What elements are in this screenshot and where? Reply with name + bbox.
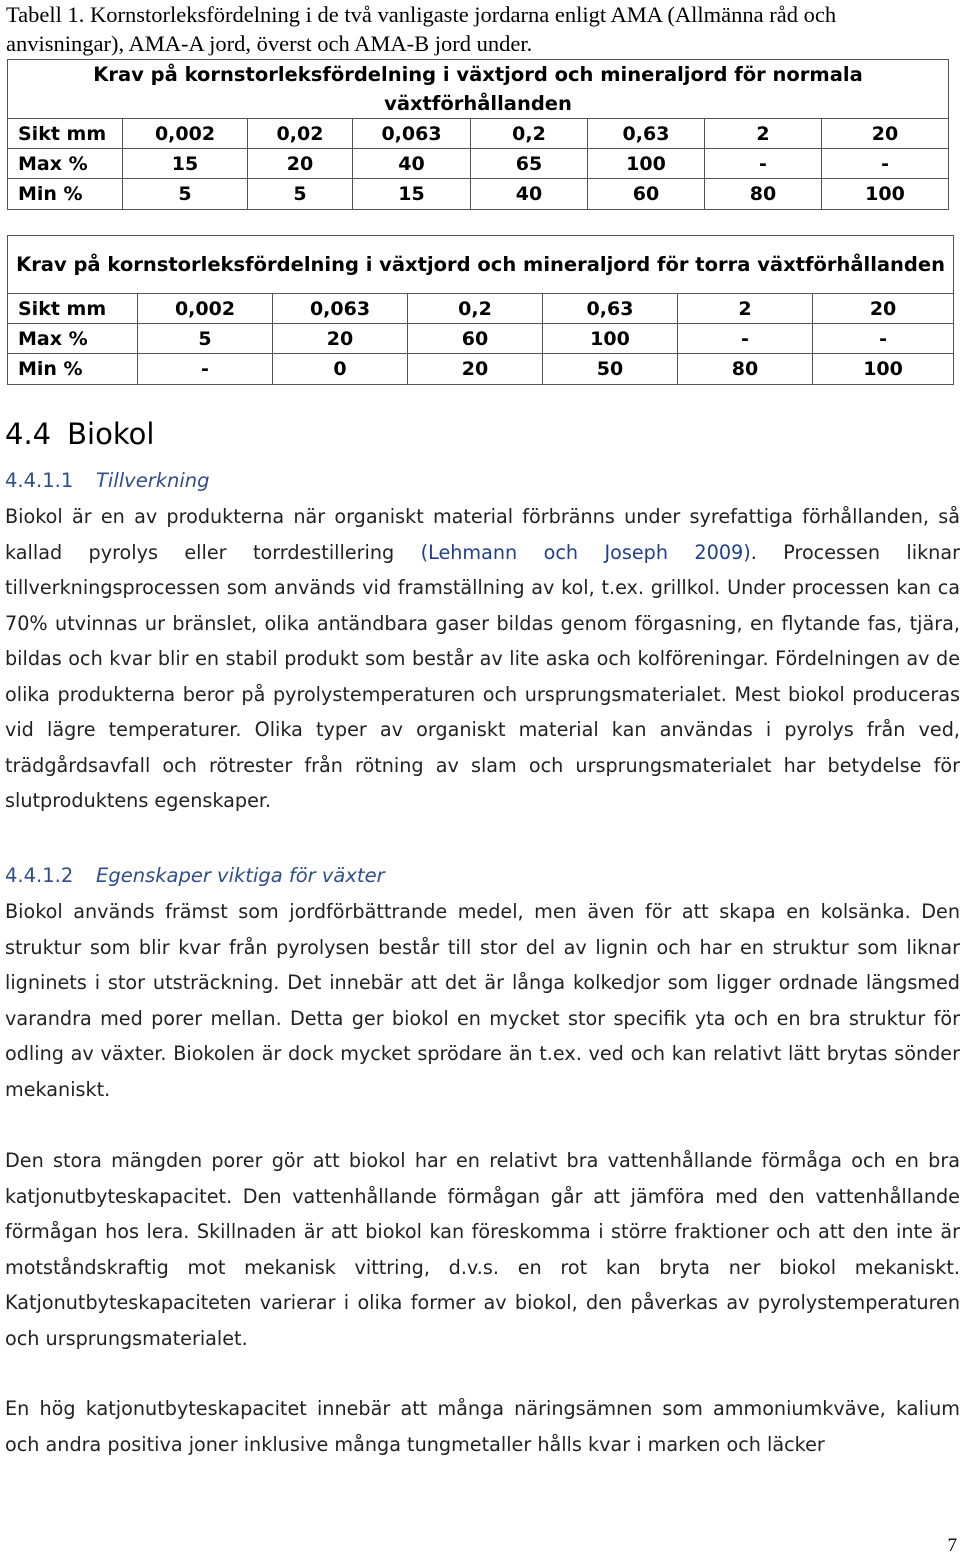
paragraph-egenskaper-1: Biokol används främst som jordförbättrande medel, men även för att skapa en kolsänka. Den struktur som blir kvar från pyrolysen består till stor del av lignin och har en struktur som liknar ligninets i stor utsträckning. Det innebär att det är långa kolkedjor som ligger ordnade längsmed varandra med porer mellan. Detta ger biokol en mycket stor specifik yta och en bra struktur för odling av växter. Biokolen är dock mycket sprödare än t.ex. ved och kan relativt lätt brytas sönder mekaniskt.: [5, 900, 960, 1101]
table-b-cell: 100: [813, 354, 954, 385]
table-b-cell: -: [138, 354, 273, 385]
table-a-cell: 0,02: [248, 119, 353, 149]
paragraph-text: . Processen liknar tillverkningsprocessen som används vid framställning av kol, t.ex. grillkol. Under processen kan ca 70% utvinnas ur bränslet, olika antändbara gaser bildas genom förgasning, en flytande fas, tjära, bildas och kvar blir en stabil produkt som består av lite aska och kolföreningar. Fördelningen av de olika produkterna beror på pyrolystemperaturen och ursprungsmaterialet. Mest biokol produceras vid lägre temperaturer. Olika typer av organiskt material kan användas i pyrolys från ved, trädgårdsavfall och rötrester från rötning av slam och ursprungsmaterialet har betydelse för slutproduktens egenskaper.: [5, 540, 960, 812]
table-b-label-min: Min %: [8, 354, 138, 385]
table-b-cell: 50: [543, 354, 678, 385]
table-a-cell: 0,2: [471, 119, 588, 149]
table-b-cell: 2: [678, 294, 813, 324]
table-a-cell: 40: [471, 179, 588, 210]
table-a-cell: 0,063: [353, 119, 471, 149]
table-normal-conditions: [7, 59, 948, 208]
table-b-cell: -: [678, 324, 813, 354]
table-a-cell: -: [705, 149, 822, 179]
subsection-title: Egenskaper viktiga för växter: [96, 864, 385, 887]
section-title: Biokol: [67, 417, 155, 451]
table-a-cell: 0,002: [123, 119, 248, 149]
table-b-cell: 20: [813, 294, 954, 324]
sieve-table-b: [7, 235, 954, 385]
table-b-cell: 0,063: [273, 294, 408, 324]
table-a-label-max: Max %: [8, 149, 123, 179]
table-a-cell: 2: [705, 119, 822, 149]
table-a-cell: 40: [353, 149, 471, 179]
table-a-cell: 65: [471, 149, 588, 179]
table-a-cell: 5: [123, 179, 248, 210]
table-b-cell: 0,002: [138, 294, 273, 324]
table-a-cell: 15: [123, 149, 248, 179]
table-caption: Tabell 1. Kornstorleksfördelning i de två vanligaste jordarna enligt AMA (Allmänna råd och anvisningar), AMA-A jord, överst och AMA-B jord under.: [6, 2, 837, 56]
subsection-heading-tillverkning: [5, 468, 210, 494]
table-b-cell: 60: [408, 324, 543, 354]
subsection-number: 4.4.1.2: [5, 864, 74, 887]
table-a-title: Krav på kornstorleksfördelning i växtjord och mineraljord för normala växtförhållanden: [8, 60, 949, 119]
table-a-cell: -: [822, 149, 949, 179]
citation-link[interactable]: (Lehmann och Joseph 2009): [420, 540, 751, 564]
table-a-label-min: Min %: [8, 179, 123, 210]
paragraph-egenskaper-3: En hög katjonutbyteskapacitet innebär att många näringsämnen som ammoniumkväve, kalium och andra positiva joner inklusive många tungmetaller hålls kvar i marken och läcker: [5, 1397, 960, 1456]
table-b-cell: 80: [678, 354, 813, 385]
table-b-cell: 0,63: [543, 294, 678, 324]
table-b-cell: 20: [408, 354, 543, 385]
table-a-cell: 0,63: [588, 119, 705, 149]
table-b-cell: 100: [543, 324, 678, 354]
paragraph-egenskaper-2: Den stora mängden porer gör att biokol har en relativt bra vattenhållande förmåga och en bra katjonutbyteskapacitet. Den vattenhållande förmågan går att jämföra med den vattenhållande förmågan hos lera. Skillnaden är att biokol kan föreskomma i större fraktioner och att den inte är motståndskraftig mot mekanisk vittring, d.v.s. en rot kan bryta ner biokol mekaniskt. Katjonutbyteskapaciteten varierar i olika former av biokol, den påverkas av pyrolystemperaturen och ursprungsmaterialet.: [5, 1149, 960, 1350]
subsection-title: Tillverkning: [96, 469, 210, 492]
table-b-cell: 20: [273, 324, 408, 354]
section-number: 4.4: [5, 417, 52, 451]
table-b-cell: 0,2: [408, 294, 543, 324]
table-a-cell: 15: [353, 179, 471, 210]
paragraph-text: Biokol är en av produkterna när organiskt material förbränns under syrefattiga förhållanden, så kallad pyrolys eller torrdestillering: [5, 505, 960, 564]
page-number: 7: [947, 1535, 957, 1556]
table-a-cell: 100: [588, 149, 705, 179]
table-b-cell: -: [813, 324, 954, 354]
table-b-label-sieve: Sikt mm: [8, 294, 138, 324]
table-a-cell: 20: [248, 149, 353, 179]
table-a-cell: 20: [822, 119, 949, 149]
section-heading: [5, 414, 154, 454]
table-b-cell: 0: [273, 354, 408, 385]
table-b-label-max: Max %: [8, 324, 138, 354]
subsection-number: 4.4.1.1: [5, 469, 74, 492]
table-a-cell: 5: [248, 179, 353, 210]
table-a-cell: 60: [588, 179, 705, 210]
table-a-cell: 80: [705, 179, 822, 210]
sieve-table-a: [7, 59, 949, 210]
table-a-label-sieve: Sikt mm: [8, 119, 123, 149]
table-a-cell: 100: [822, 179, 949, 210]
table-dry-conditions: [7, 235, 953, 384]
table-b-title: Krav på kornstorleksfördelning i växtjord och mineraljord för torra växtförhållanden: [8, 236, 954, 294]
table-b-cell: 5: [138, 324, 273, 354]
paragraph-tillverkning: [5, 499, 960, 819]
subsection-heading-egenskaper: [5, 863, 385, 889]
